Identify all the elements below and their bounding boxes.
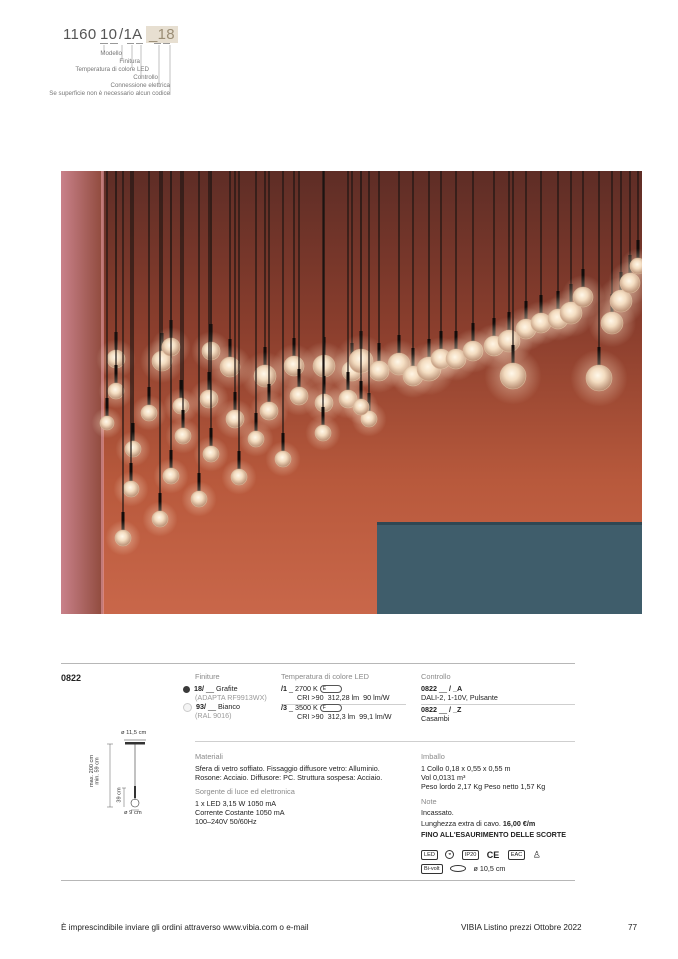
color-temp-header: Temperatura di colore LED	[281, 672, 369, 681]
max-height-label: max. 200 cm	[89, 754, 96, 788]
footer-order-note: È imprescindibile inviare gli ordini attraverso www.vibia.com o e-mail	[61, 923, 309, 932]
finish-row-graphite: 18/ __ Grafite	[183, 684, 278, 694]
finish-sub-graphite: (ADAPTA RF9913WX)	[195, 693, 267, 702]
glass-bulb	[173, 398, 189, 414]
led-icon: LED	[421, 850, 438, 860]
ceiling-cutout-icon	[450, 865, 466, 872]
packaging-line-1: 1 Collo 0,18 x 0,55 x 0,55 m	[421, 764, 511, 773]
control-desc-casambi: Casambi	[421, 714, 450, 723]
light-source-header: Sorgente di luce ed elettronica	[195, 787, 295, 796]
height-label: 39 cm	[116, 787, 123, 803]
finish-sub-white: (RAL 9016)	[195, 711, 232, 720]
installation-icons	[421, 860, 505, 872]
eac-icon: EAC	[508, 850, 526, 860]
code-part-finish: 10	[100, 26, 118, 43]
control-desc-dali: DALI-2, 1-10V, Pulsante	[421, 693, 498, 702]
materials-line-1: Sfera di vetro soffiato. Fissaggio diffusore vetro: Alluminio.	[195, 764, 380, 773]
glass-bulb	[260, 402, 278, 420]
legend-label-connection: Connessione elettrica	[110, 82, 170, 89]
legend-label-temperature: Temperatura di colore LED	[75, 66, 149, 73]
color-temp-detail-3500: CRI >90 312,3 lm 99,1 lm/W	[297, 712, 392, 721]
control-header: Controllo	[421, 672, 451, 681]
finish-row-white: 93/ __ Bianco	[183, 702, 278, 712]
notes-line-3: FINO ALL'ESAURIMENTO DELLE SCORTE	[421, 830, 567, 839]
glass-bulb	[115, 530, 131, 546]
glass-bulb	[200, 390, 218, 408]
legend-label-model: Modello	[100, 50, 122, 57]
code-part-temperature: /1A	[119, 26, 143, 43]
glass-bulb	[203, 446, 219, 462]
color-temp-row-3500: /3 _ 3500 K F	[281, 703, 342, 713]
light-source-line-2: Corrente Costante 1050 mA	[195, 808, 285, 817]
code-part-connection: _18	[146, 26, 178, 43]
graphite-swatch	[183, 686, 190, 693]
certification-icons	[421, 846, 541, 858]
glass-bulb	[175, 428, 191, 444]
pendant-lamps-photo	[61, 171, 642, 614]
glass-bulb	[125, 441, 141, 457]
legend-label-finish: Finitura	[119, 58, 140, 65]
packaging-line-3: Peso lordo 2,17 Kg Peso netto 1,57 Kg	[421, 782, 546, 791]
glass-bulb	[226, 410, 244, 428]
glass-bulb	[573, 287, 593, 307]
top-diameter-label: ø 11,5 cm	[121, 730, 147, 736]
glass-bulb	[152, 511, 168, 527]
product-photo	[61, 171, 642, 614]
page-number: 77	[628, 923, 638, 932]
product-code: 0822	[61, 673, 82, 683]
notes-line-1: Incassato.	[421, 808, 454, 817]
ce-icon: CE	[486, 849, 500, 860]
white-swatch	[183, 703, 192, 712]
section-divider	[195, 741, 575, 742]
code-part-model: 1160	[63, 26, 97, 43]
bottom-diameter-label: ø 9 cm	[124, 810, 142, 816]
lamp-warning-icon: ♙	[532, 849, 541, 860]
glass-bulb	[220, 357, 240, 377]
light-source-line-3: 100–240V 50/60Hz	[195, 817, 257, 826]
min-height-label: min. 59 cm	[94, 757, 101, 785]
glass-bulb	[108, 383, 124, 399]
glass-bulb	[231, 469, 247, 485]
materials-line-2: Rosone: Acciaio. Diffusore: PC. Struttura sospesa: Acciaio.	[195, 773, 383, 782]
cutout-diameter: ø 10,5 cm	[473, 863, 506, 873]
glass-bulb	[191, 491, 207, 507]
energy-label-icon: E	[320, 685, 342, 693]
glass-bulb	[123, 481, 139, 497]
packaging-header: Imballo	[421, 752, 445, 761]
glass-bulb	[100, 416, 114, 430]
footer-brand: VIBIA Listino prezzi Ottobre 2022	[461, 923, 582, 932]
glass-bulb	[315, 425, 331, 441]
notes-line-2: Lunghezza extra di cavo. 16,00 €/m	[421, 819, 536, 828]
glass-bulb	[500, 363, 526, 389]
notes-header: Note	[421, 797, 437, 806]
color-temp-detail-2700: CRI >90 312,28 lm 90 lm/W	[297, 693, 390, 702]
glass-bulb	[586, 365, 612, 391]
legend-label-control: Controllo	[133, 74, 158, 81]
glass-bulb	[248, 431, 264, 447]
code-legend	[42, 22, 182, 97]
legend-label-surface-note: Se superficie non è necessario alcun codice	[49, 90, 170, 97]
dimmable-icon: ◒	[445, 850, 454, 859]
glass-bulb	[353, 399, 369, 415]
glass-bulb	[275, 451, 291, 467]
ip20-icon: IP20	[462, 850, 480, 860]
table-top-rule	[61, 663, 575, 664]
materials-header: Materiali	[195, 752, 223, 761]
control-row-casambi: 0822 __ / _Z	[421, 705, 462, 714]
glass-bulb	[163, 468, 179, 484]
color-temp-row-2700: /1 _ 2700 K E	[281, 684, 342, 694]
light-source-line-1: 1 x LED 3,15 W 1050 mA	[195, 799, 277, 808]
finishes-header: Finiture	[195, 672, 220, 681]
packaging-line-2: Vol 0,0131 m³	[421, 773, 466, 782]
energy-label-icon: F	[320, 704, 342, 712]
bi-volt-icon: Bi-volt	[421, 864, 443, 874]
table-bottom-rule	[61, 880, 575, 881]
dimension-drawing	[88, 730, 158, 820]
glass-bulb	[141, 405, 157, 421]
control-row-dali: 0822 __ / _A	[421, 684, 463, 693]
